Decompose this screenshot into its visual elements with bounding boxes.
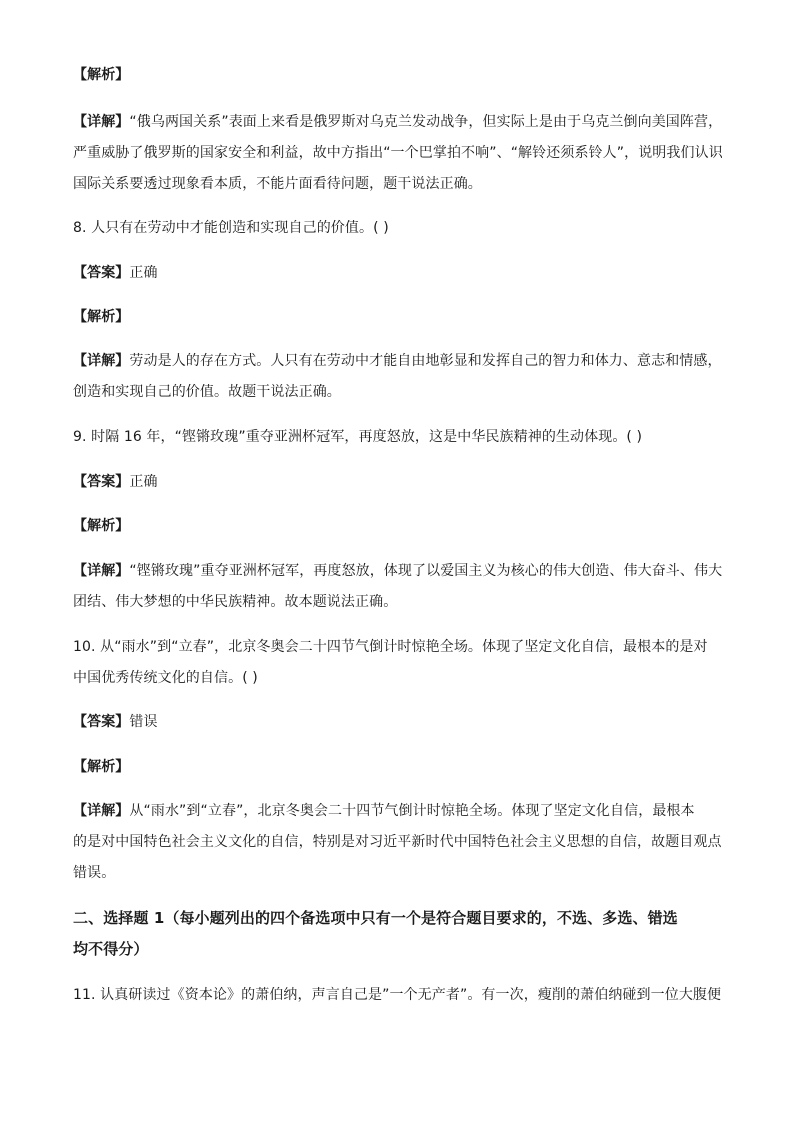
question-8: 8. 人只有在劳动中才能创造和实现自己的价值。( ) xyxy=(73,220,389,236)
detail-line: 【详解】劳动是人的存在方式。人只有在劳动中才能自由地彰显和发挥自己的智力和体力、意志和情感， xyxy=(73,353,722,369)
analysis-label: 【解析】 xyxy=(73,67,130,83)
answer-value: 正确 xyxy=(129,265,158,281)
detail-line: 【详解】“俄乌两国关系”表面上来看是俄罗斯对乌克兰发动战争，但实际上是由于乌克兰倒向美国阵营， xyxy=(73,114,723,130)
answer-line xyxy=(73,262,723,284)
answer-value: 正确 xyxy=(129,474,158,490)
detail-label: 【详解】 xyxy=(73,803,130,819)
detail-label: 【详解】 xyxy=(73,563,130,579)
analysis-label: 【解析】 xyxy=(73,518,130,534)
question-9: 9. 时隔 16 年，“铿锵玫瑰”重夺亚洲杯冠军，再度怒放，这是中华民族精神的生动体现。( ) xyxy=(73,429,643,445)
detail-line: 创造和实现自己的价值。故题干说法正确。 xyxy=(73,384,341,400)
answer-label: 【答案】 xyxy=(73,474,130,490)
answer-label: 【答案】 xyxy=(73,265,130,281)
section-heading: 二、选择题 1（每小题列出的四个备选项中只有一个是符合题目要求的，不选、多选、错选 xyxy=(73,909,678,927)
detail-line: 严重威胁了俄罗斯的国家安全和利益，故中方指出“一个巴掌拍不响”、“解铃还须系铃人”，说明我们认识 xyxy=(73,145,723,161)
question-11: 11. 认真研读过《资本论》的萧伯纳，声言自己是”一个无产者”。有一次，瘦削的萧伯纳碰到一位大腹便 xyxy=(73,987,722,1003)
detail-line: 错误。 xyxy=(73,865,116,881)
analysis-label: 【解析】 xyxy=(73,759,130,775)
answer-line xyxy=(73,711,723,733)
question-10: 10. 从“雨水”到“立春”，北京冬奥会二十四节气倒计时惊艳全场。体现了坚定文化自信，最根本的是对 xyxy=(73,639,708,655)
detail-line: 的是对中国特色社会主义文化的自信，特别是对习近平新时代中国特色社会主义思想的自信，故题目观点 xyxy=(73,834,722,850)
answer-line xyxy=(73,471,723,493)
detail-line: 国际关系要透过现象看本质，不能片面看待问题，题干说法正确。 xyxy=(73,176,482,192)
answer-label: 【答案】 xyxy=(73,714,130,730)
detail-line: 【详解】“铿锵玫瑰”重夺亚洲杯冠军，再度怒放，体现了以爱国主义为核心的伟大创造、伟大奋斗、伟大 xyxy=(73,563,723,579)
answer-value: 错误 xyxy=(129,714,158,730)
detail-line: 【详解】从“雨水”到“立春”，北京冬奥会二十四节气倒计时惊艳全场。体现了坚定文化自信，最根本 xyxy=(73,803,695,819)
detail-label: 【详解】 xyxy=(73,353,130,369)
section-heading: 均不得分） xyxy=(73,940,149,958)
detail-label: 【详解】 xyxy=(73,114,130,130)
detail-line: 团结、伟大梦想的中华民族精神。故本题说法正确。 xyxy=(73,594,398,610)
analysis-label: 【解析】 xyxy=(73,309,130,325)
question-10: 中国优秀传统文化的自信。( ) xyxy=(73,670,258,686)
